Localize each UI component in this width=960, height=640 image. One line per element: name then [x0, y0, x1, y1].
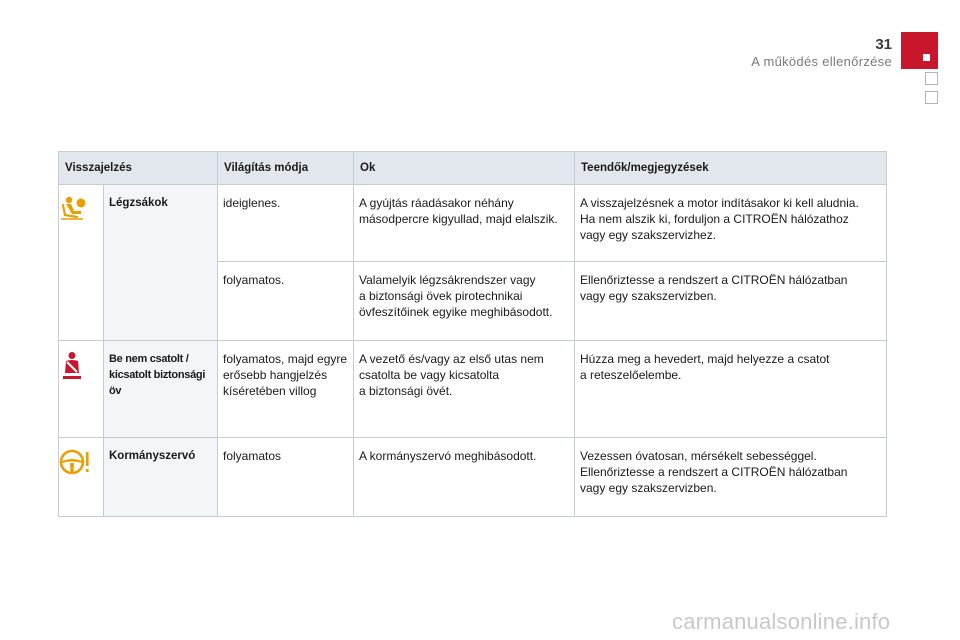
steering-warning-icon [59, 448, 91, 480]
column-header: Világítás módja [218, 152, 354, 185]
chapter-nav-box[interactable] [925, 91, 938, 104]
icon-cell [59, 341, 104, 438]
cause-text: A gyújtás ráadásakor néhány másodpercre kigyullad, majd elalszik. [354, 185, 575, 262]
table-row [59, 438, 887, 517]
cause-text: Valamelyik légzsákrendszer vagy a biztonsági övek pirotechnikai övfeszítőinek egyike meghibásodott. [354, 262, 575, 341]
warning-label: Be nem csatolt / kicsatolt biztonsági öv [104, 341, 218, 438]
cause-text: A vezető és/vagy az első utas nem csatolta be vagy kicsatolta a biztonsági övét. [354, 341, 575, 438]
table-row [59, 341, 887, 438]
cause-text: A kormányszervó meghibásodott. [354, 438, 575, 517]
page-number: 31 [875, 36, 892, 53]
chapter-nav-box[interactable] [925, 72, 938, 85]
lighting-mode: folyamatos. [218, 262, 354, 341]
seatbelt-warning-icon [59, 351, 85, 385]
chapter-tab-marker [923, 54, 930, 61]
icon-cell [59, 185, 104, 341]
section-title: A működés ellenőrzése [751, 54, 892, 69]
lighting-mode: folyamatos, majd egyre erősebb hangjelzés kíséretében villog [218, 341, 354, 438]
warning-label: Légzsákok [104, 185, 218, 341]
column-header: Visszajelzés [59, 152, 218, 185]
icon-cell [59, 438, 104, 517]
warning-label: Kormányszervó [104, 438, 218, 517]
table-row [59, 185, 887, 262]
action-text: Vezessen óvatosan, mérsékelt sebességgel. Ellenőriztesse a rendszert a CITROËN hálózatban vagy egy szakszervizben. [575, 438, 887, 517]
column-header: Teendők/megjegyzések [575, 152, 887, 185]
column-header: Ok [354, 152, 575, 185]
airbag-warning-icon [59, 195, 87, 225]
watermark: carmanualsonline.info [672, 609, 891, 634]
chapter-tab[interactable] [901, 32, 938, 69]
lighting-mode: folyamatos [218, 438, 354, 517]
action-text: Húzza meg a hevedert, majd helyezze a csatot a reteszelőelembe. [575, 341, 887, 438]
table-header-row [59, 152, 887, 185]
warning-lights-table [58, 151, 887, 517]
action-text: Ellenőriztesse a rendszert a CITROËN hálózatban vagy egy szakszervizben. [575, 262, 887, 341]
lighting-mode: ideiglenes. [218, 185, 354, 262]
action-text: A visszajelzésnek a motor indításakor ki kell aludnia. Ha nem alszik ki, forduljon a CITROËN hálózathoz vagy egy szakszervizhez. [575, 185, 887, 262]
